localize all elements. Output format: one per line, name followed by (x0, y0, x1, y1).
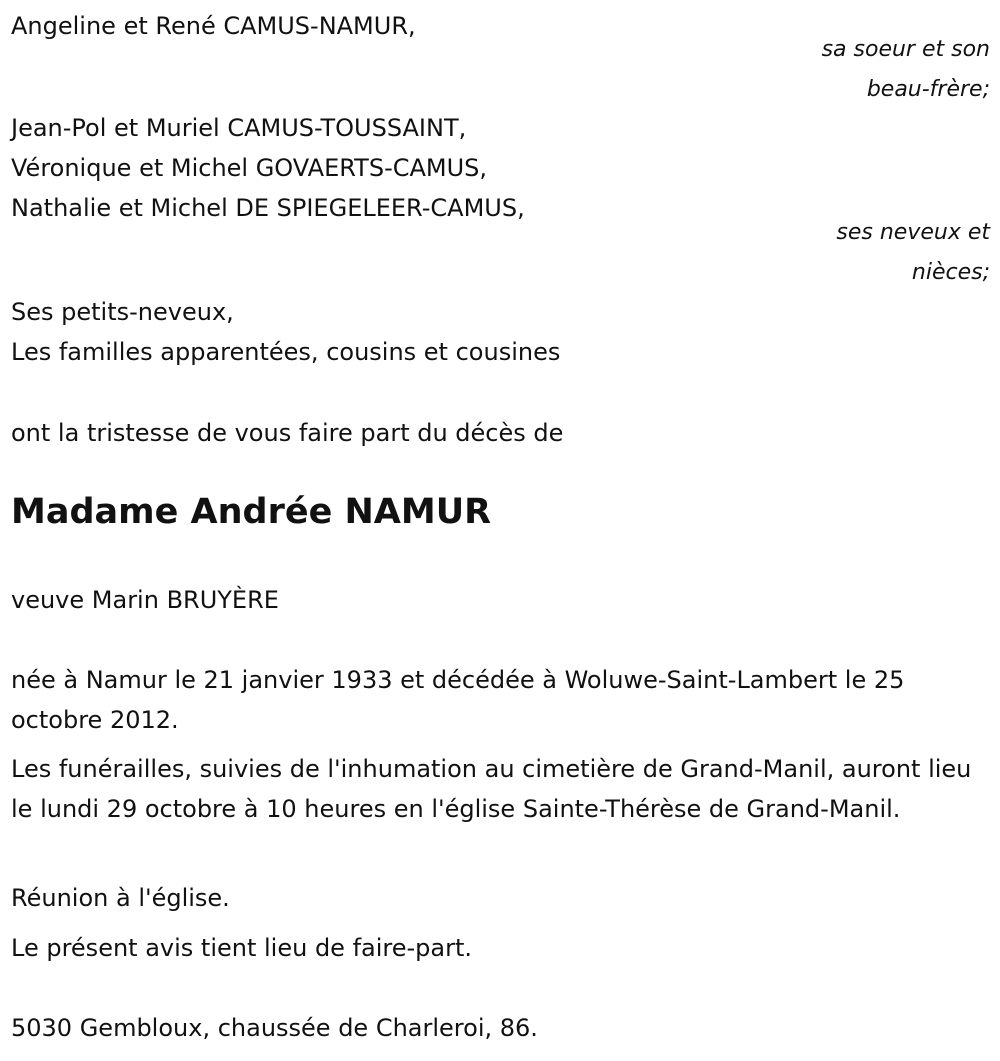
birth-death-text: née à Namur le 21 janvier 1933 et décédée à Woluwe-Saint-Lambert le 25 octobre 2012. (11, 666, 905, 734)
family-line-nephew-2: Véronique et Michel GOVAERTS-CAMUS, (11, 154, 488, 182)
notice-note-text: Le présent avis tient lieu de faire-part. (11, 934, 473, 962)
announcement-text: ont la tristesse de vous faire part du décès de (11, 419, 564, 447)
deceased-name: Madame Andrée NAMUR (11, 492, 492, 532)
family-line-nephew-3: Nathalie et Michel DE SPIEGELEER-CAMUS, (11, 194, 525, 222)
relation-label-nephews-line2: nièces; (911, 260, 990, 285)
funeral-details-text: Les funérailles, suivies de l'inhumation au cimetière de Grand-Manil, auront lieu le lundi 29 octobre à 10 heures en l'église Sainte-Thérèse de Grand-Manil. (11, 755, 972, 823)
relation-label-nephews-line1: ses neveux et (836, 220, 990, 245)
family-line-grandnephews: Ses petits-neveux, (11, 298, 234, 326)
meeting-text: Réunion à l'église. (11, 884, 230, 912)
family-line-nephew-1: Jean-Pol et Muriel CAMUS-TOUSSAINT, (11, 114, 467, 142)
family-line-sister: Angeline et René CAMUS-NAMUR, (11, 12, 416, 40)
relation-label-sister-line1: sa soeur et son (821, 37, 990, 62)
address-text: 5030 Gembloux, chaussée de Charleroi, 86. (11, 1014, 538, 1042)
relation-label-sister-line2: beau-frère; (866, 77, 990, 102)
family-line-relatives: Les familles apparentées, cousins et cousines (11, 338, 561, 366)
widow-of-text: veuve Marin BRUYÈRE (11, 586, 279, 614)
